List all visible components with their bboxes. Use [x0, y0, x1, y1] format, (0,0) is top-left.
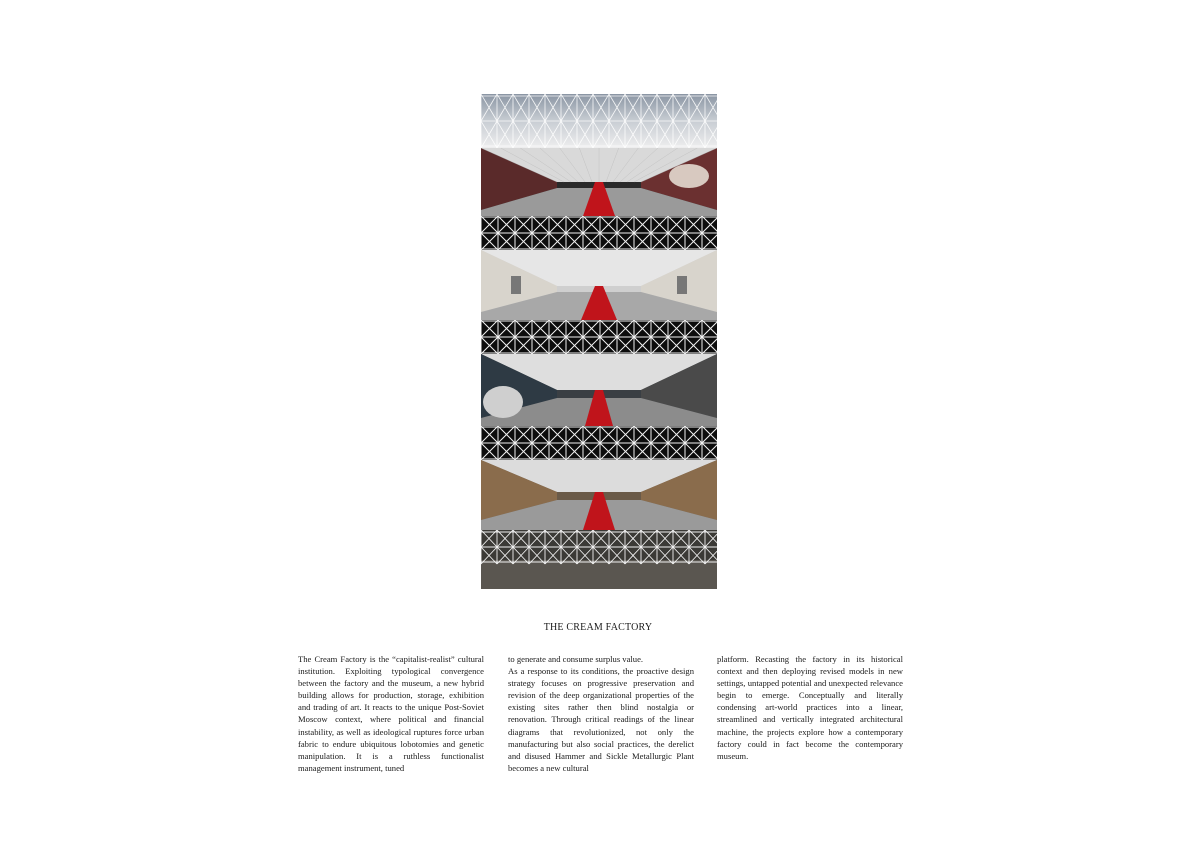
text-column-3: [717, 653, 903, 762]
truss-band-3: [481, 426, 717, 460]
roof-sky-band: [481, 94, 717, 148]
warehouse-band: [481, 460, 717, 530]
exhibition-hall-band: [481, 148, 717, 216]
white-gallery-band: [481, 250, 717, 320]
truss-band-1: [481, 216, 717, 250]
truss-band-2: [481, 320, 717, 354]
ruins-band: [481, 530, 717, 589]
page-title: THE CREAM FACTORY: [543, 622, 653, 633]
column-2-paragraph-1: to generate and consume surplus value.: [508, 654, 644, 664]
text-column-1: [298, 653, 484, 774]
text-column-2: [508, 653, 694, 774]
column-1-paragraph-1: The Cream Factory is the “capitalist-realist” cultural institution. Exploiting typological convergence between the factory and the museum, a new hybrid building allows for production, storage, exhibition and trading of art. It reacts to the unique Post-Soviet Moscow context, where political and financial instability, as well as ideological ruptures force urban fabric to endure ubiquitous lobotomies and genetic manipulation. It is a ruthless functionalist management instrument, tuned: [298, 654, 484, 773]
column-2-paragraph-2: As a response to its conditions, the proactive design strategy focuses on progressive preservation and revision of the deep organizational properties of the existing sites rather then blind nostalgia or renovation. Through critical readings of the linear diagrams that revolutionized, not only the manufacturing but also social practices, the derelict and disused Hammer and Sickle Metallurgic Plant becomes a new cultural: [508, 666, 694, 773]
section-collage-image: [481, 94, 717, 589]
sculpture-hall-band: [481, 354, 717, 426]
column-3-paragraph-1: platform. Recasting the factory in its historical context and then deploying revised models in new settings, untapped potential and unexpected relevance begin to emerge. Conceptually and literally condensing art-world practices into a linear, streamlined and vertically integrated architectural machine, the projects explore how a contemporary factory could in fact become the contemporary museum.: [717, 654, 903, 761]
